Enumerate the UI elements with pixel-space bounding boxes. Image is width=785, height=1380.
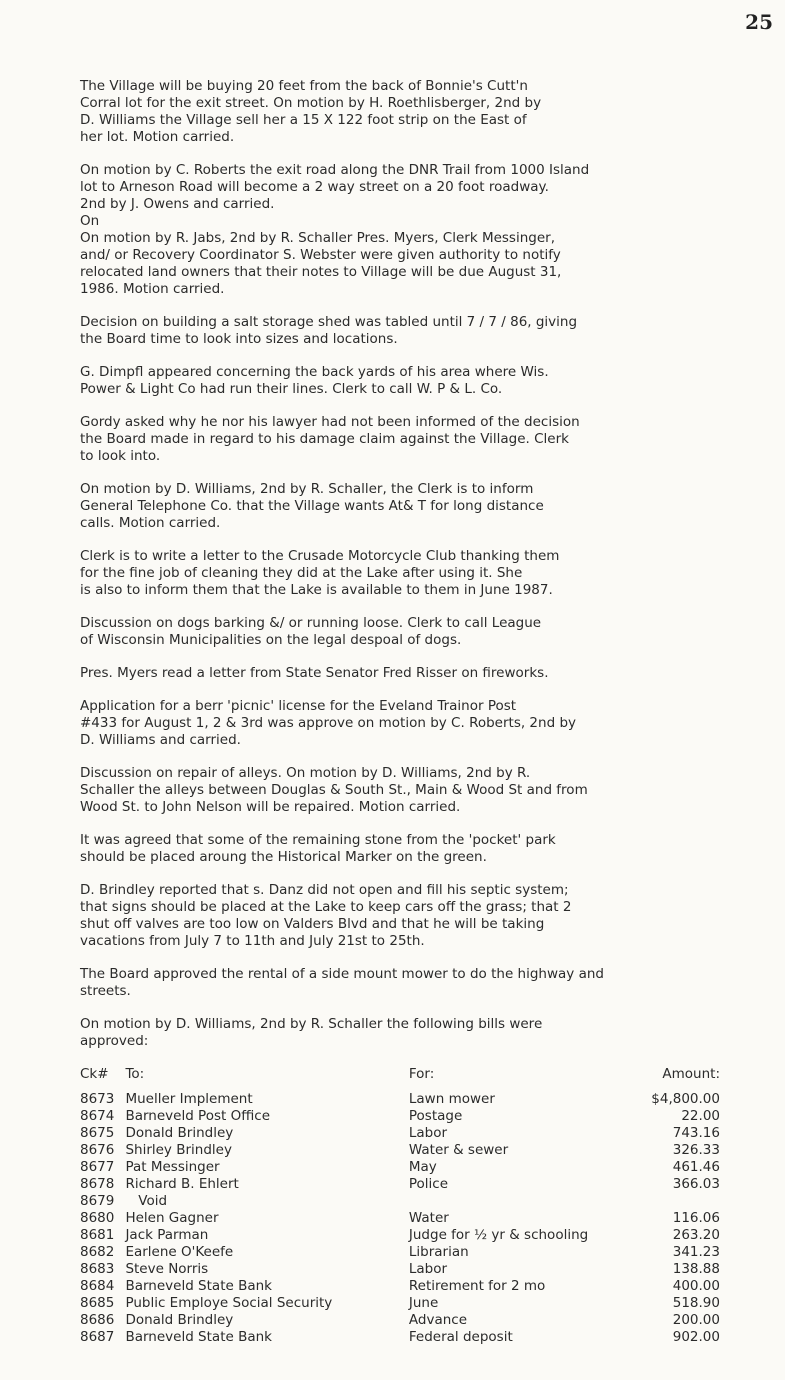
bill-amount: 461.46 — [672, 1159, 720, 1175]
table-row — [80, 1108, 720, 1125]
bill-payee: Richard B. Ehlert — [125, 1176, 239, 1192]
bill-ck: 8674 — [80, 1108, 115, 1124]
paragraph: On motion by D. Williams, 2nd by R. Schaller, the Clerk is to inform General Telephone Co. that the Village wants At& T for long distance calls. Motion carried. — [80, 481, 544, 531]
bill-purpose: Librarian — [408, 1244, 469, 1260]
bill-payee: Barneveld Post Office — [125, 1108, 270, 1124]
bill-purpose: Advance — [408, 1312, 468, 1328]
bill-purpose: June — [408, 1295, 439, 1311]
bill-amount: 326.33 — [672, 1142, 720, 1158]
paragraph: On motion by D. Williams, 2nd by R. Schaller the following bills were approved: — [80, 1016, 543, 1049]
minutes-body — [80, 78, 720, 1346]
table-row — [80, 1312, 720, 1329]
table-row — [80, 1125, 720, 1142]
paragraph: The Village will be buying 20 feet from the back of Bonnie's Cutt'n Corral lot for the exit street. On motion by H. Roethlisberger, 2nd by D. Williams the Village sell her a 15 X 122 foot strip on the East of her lot. Motion carried. — [80, 78, 542, 145]
bill-purpose: Labor — [408, 1125, 448, 1141]
bill-amount: 366.03 — [672, 1176, 720, 1192]
table-row — [80, 1176, 720, 1193]
bill-ck: 8684 — [80, 1278, 115, 1294]
bill-payee: Helen Gagner — [125, 1210, 219, 1226]
bill-payee: Earlene O'Keefe — [125, 1244, 234, 1260]
bill-amount: 902.00 — [672, 1329, 720, 1345]
bill-ck: 8683 — [80, 1261, 115, 1277]
bill-ck: 8673 — [80, 1091, 115, 1107]
bill-ck: 8676 — [80, 1142, 115, 1158]
page-number: 25 — [745, 10, 773, 34]
paragraph: Gordy asked why he nor his lawyer had not been informed of the decision the Board made in regard to his damage claim against the Village. Clerk to look into. — [80, 414, 580, 464]
paragraph: On motion by C. Roberts the exit road along the DNR Trail from 1000 Island lot to Arneson Road will become a 2 way street on a 20 foot roadway. 2nd by J. Owens and carried. On On motion by R. Jabs, 2nd by R. Schaller Pres. Myers, Clerk Messinger, and/ or Recovery Coordinator S. Webster were given authority to notify relocated land owners that their notes to Village will be due August 31, 1986. Motion carried. — [80, 162, 590, 297]
table-row — [80, 1261, 720, 1278]
paragraphs — [80, 78, 720, 1050]
bill-purpose: Federal deposit — [408, 1329, 513, 1345]
table-row — [80, 1091, 720, 1108]
bill-amount: 743.16 — [672, 1125, 720, 1141]
paragraph: Application for a berr 'picnic' license for the Eveland Trainor Post #433 for August 1, 2 & 3rd was approve on motion by C. Roberts, 2nd by D. Williams and carried. — [80, 698, 576, 748]
bill-purpose: Postage — [408, 1108, 463, 1124]
paragraph: Decision on building a salt storage shed was tabled until 7 / 7 / 86, giving the Board time to look into sizes and locations. — [80, 314, 578, 347]
bill-payee: Shirley Brindley — [125, 1142, 232, 1158]
bill-payee: Donald Brindley — [125, 1312, 234, 1328]
table-row — [80, 1295, 720, 1312]
table-row — [80, 1244, 720, 1261]
bill-ck: 8677 — [80, 1159, 115, 1175]
bill-payee: Barneveld State Bank — [125, 1278, 272, 1294]
paragraph: Discussion on dogs barking &/ or running loose. Clerk to call League of Wisconsin Municipalities on the legal despoal of dogs. — [80, 615, 542, 648]
bill-purpose: May — [408, 1159, 437, 1175]
bill-amount: 138.88 — [672, 1261, 720, 1277]
table-row — [80, 1278, 720, 1295]
bill-amount: 116.06 — [672, 1210, 720, 1226]
paragraph: Clerk is to write a letter to the Crusade Motorcycle Club thanking them for the fine job of cleaning they did at the Lake after using it. She is also to inform them that the Lake is available to them in June 1987. — [80, 548, 560, 598]
paragraph: G. Dimpfl appeared concerning the back yards of his area where Wis. Power & Light Co had run their lines. Clerk to call W. P & L. Co. — [80, 364, 549, 397]
paragraph: It was agreed that some of the remaining stone from the 'pocket' park should be placed aroung the Historical Marker on the green. — [80, 832, 556, 865]
bill-ck: 8679 — [80, 1193, 115, 1209]
paragraph: The Board approved the rental of a side mount mower to do the highway and streets. — [80, 966, 604, 999]
bill-purpose: Labor — [408, 1261, 448, 1277]
bill-ck: 8680 — [80, 1210, 115, 1226]
bill-amount: 341.23 — [672, 1244, 720, 1260]
table-row — [80, 1193, 720, 1210]
header-amount: Amount: — [662, 1066, 720, 1082]
bill-purpose: Police — [408, 1176, 449, 1192]
bill-payee: Mueller Implement — [125, 1091, 253, 1107]
header-to: To: — [125, 1066, 145, 1082]
header-ck: Ck# — [80, 1066, 109, 1082]
paragraph: Discussion on repair of alleys. On motion by D. Williams, 2nd by R. Schaller the alleys between Douglas & South St., Main & Wood St and from Wood St. to John Nelson will be repaired. Motion carried. — [80, 765, 588, 815]
bill-payee: Donald Brindley — [125, 1125, 234, 1141]
bill-ck: 8675 — [80, 1125, 115, 1141]
paragraph: Pres. Myers read a letter from State Senator Fred Risser on fireworks. — [80, 665, 549, 681]
bill-purpose: Lawn mower — [408, 1091, 495, 1107]
bill-purpose: Judge for ½ yr & schooling — [408, 1227, 589, 1243]
table-row — [80, 1142, 720, 1159]
bill-amount — [631, 1193, 720, 1210]
bills-rows — [80, 1091, 720, 1346]
bill-payee: Pat Messinger — [125, 1159, 220, 1175]
bill-purpose — [409, 1193, 631, 1210]
bill-amount: 518.90 — [672, 1295, 720, 1311]
paragraph: D. Brindley reported that s. Danz did not open and fill his septic system; that signs should be placed at the Lake to keep cars off the grass; that 2 shut off valves are too low on Valders Blvd and that he will be taking vacations from July 7 to 11th and July 21st to 25th. — [80, 882, 572, 949]
bill-ck: 8678 — [80, 1176, 115, 1192]
bills-header — [80, 1066, 720, 1083]
bill-ck: 8686 — [80, 1312, 115, 1328]
bill-amount: $4,800.00 — [651, 1091, 720, 1107]
table-row — [80, 1159, 720, 1176]
bill-ck: 8681 — [80, 1227, 115, 1243]
bill-amount: 22.00 — [681, 1108, 720, 1124]
header-for: For: — [408, 1066, 435, 1082]
table-row — [80, 1210, 720, 1227]
bill-amount: 263.20 — [672, 1227, 720, 1243]
bill-amount: 400.00 — [672, 1278, 720, 1294]
bill-amount: 200.00 — [672, 1312, 720, 1328]
table-row — [80, 1227, 720, 1244]
bill-payee: Steve Norris — [125, 1261, 209, 1277]
table-row — [80, 1329, 720, 1346]
bills-table — [80, 1066, 720, 1346]
bill-ck: 8685 — [80, 1295, 115, 1311]
bill-purpose: Retirement for 2 mo — [408, 1278, 546, 1294]
bill-ck: 8687 — [80, 1329, 115, 1345]
bill-payee: Public Employe Social Security — [125, 1295, 333, 1311]
bill-payee: Barneveld State Bank — [125, 1329, 272, 1345]
bill-purpose: Water — [408, 1210, 449, 1226]
bill-payee: Void — [125, 1193, 168, 1209]
bill-payee: Jack Parman — [125, 1227, 209, 1243]
bill-ck: 8682 — [80, 1244, 115, 1260]
bill-purpose: Water & sewer — [408, 1142, 509, 1158]
